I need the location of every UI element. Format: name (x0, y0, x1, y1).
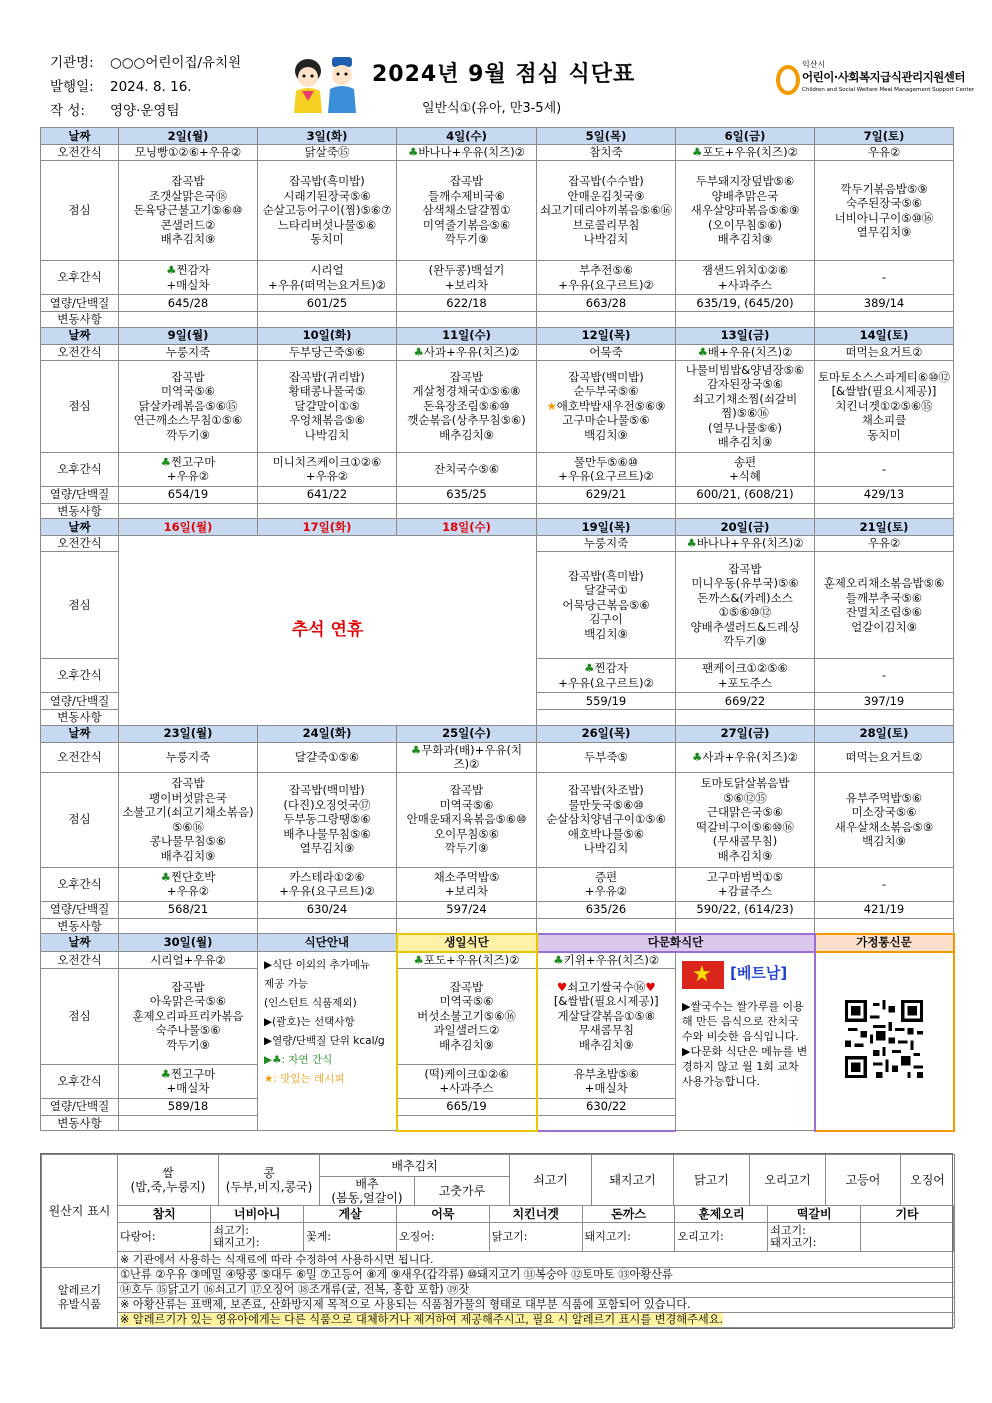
lunch-cell: 잡곡밥 게살청경채국①⑤⑥⑧ 돈육장조림⑤⑥⑩ 깻순볶음(상추무침⑤⑥) 배추김치⑨ (397, 360, 537, 452)
row-label-change: 변동사항 (41, 1115, 119, 1131)
pm-snack-cell: 미니치즈케이크①②⑥ +우유② (258, 452, 397, 486)
day-header: 12일(목) (537, 327, 676, 344)
row-label-pm: 오후간식 (41, 659, 119, 693)
am-snack-cell: 누룽지죽 (119, 344, 258, 360)
origin-head: 배추김치 (320, 1155, 510, 1177)
change-cell (815, 918, 954, 934)
multicultural-header: 다문화식단 (537, 934, 815, 952)
date-value: 2024. 8. 16. (110, 79, 192, 95)
origin-head: 고춧가루 (415, 1177, 510, 1206)
lunch-cell: 토마토소스스파게티⑥⑩⑫ [&쌀밥(필요시제공)] 치킨너겟①②⑤⑥⑮ 채소피클 동치미 (815, 360, 954, 452)
page-subtitle: 일반식①(유아, 만3-5세) (422, 101, 562, 116)
am-snack-cell: 누룽지죽 (537, 536, 676, 552)
kcal-cell: 645/28 (119, 295, 258, 312)
change-cell (119, 1115, 258, 1131)
am-snack-cell: 두부죽⑤ (537, 742, 676, 772)
origin-head: 오리고기 (750, 1155, 826, 1206)
change-cell (676, 312, 815, 328)
multicultural-pm-cell: 유부초밥⑤⑥ +매실차 (537, 1064, 676, 1098)
am-snack-cell: 우유② (815, 536, 954, 552)
pm-snack-cell: 팬케이크①②⑤⑥ +포도주스 (676, 659, 815, 693)
lunch-cell: 잡곡밥 미역국⑤⑥ 안매운돼지육볶음⑤⑥⑩ 오이무침⑤⑥ 깍두기⑨ (397, 772, 537, 867)
change-cell (119, 918, 258, 934)
row-label-am: 오전간식 (41, 145, 119, 161)
change-cell (537, 918, 676, 934)
newsletter-cell[interactable] (815, 952, 954, 1131)
author-value: 영양·운영팀 (110, 103, 180, 119)
pm-snack-cell: 잼샌드위치①②⑥ +사과주스 (676, 261, 815, 295)
origin-head: 쌀 (밥,죽,누룽지) (118, 1155, 219, 1205)
change-cell (397, 312, 537, 328)
birthday-am-cell: ♣포도+우유(치즈)② (397, 952, 537, 969)
pm-snack-cell: - (815, 867, 954, 901)
row-label-date: 날짜 (41, 725, 119, 742)
pm-snack-cell: ♣찐고구마 +매실차 (119, 1064, 258, 1098)
am-snack-cell: ♣무화과(배)+우유(치즈)② (397, 742, 537, 772)
footer-info (40, 1153, 953, 1329)
allergy-line: ※ 알레르기가 있는 영유아에게는 다른 식품으로 대체하거나 제거하여 제공해주시고, 필요 시 알레르기 표시를 변경해주세요. (118, 1313, 955, 1328)
row-label-change: 변동사항 (41, 710, 119, 726)
lunch-cell: 잡곡밥 들깨수제비국⑥ 삼색채소달걀찜① 미역줄기볶음⑤⑥ 깍두기⑨ (397, 161, 537, 261)
origin-value: 쇠고기: 돼지고기: (211, 1223, 304, 1251)
pm-snack-cell: - (815, 261, 954, 295)
row-label-am: 오전간식 (41, 536, 119, 552)
row-label-am: 오전간식 (41, 952, 119, 969)
origin-head: 오징어 (901, 1155, 955, 1206)
row-label-am: 오전간식 (41, 742, 119, 772)
day-header: 18일(수) (397, 519, 537, 536)
kcal-cell: 635/19, (645/20) (676, 295, 815, 312)
lunch-cell: 훈제오리채소볶음밥⑤⑥ 들깨부추국⑤⑥ 잔멸치조림⑤⑥ 얼갈이김치⑨ (815, 552, 954, 659)
row-label-lunch: 점심 (41, 968, 119, 1064)
row-label-kcal: 열량/단백질 (41, 901, 119, 918)
origin-head: 게살 (304, 1206, 397, 1222)
kcal-cell: 559/19 (537, 693, 676, 710)
origin-value: 닭고기: (489, 1223, 582, 1251)
origin-value: 오징어: (396, 1223, 489, 1251)
row-label-change: 변동사항 (41, 918, 119, 934)
logo-city: 익산시 (802, 60, 826, 69)
day-header: 21일(토) (815, 519, 954, 536)
pm-snack-cell: 채소주먹밥⑤ +보리차 (397, 867, 537, 901)
kcal-cell: 429/13 (815, 486, 954, 503)
am-snack-cell: ♣포도+우유(치즈)② (676, 145, 815, 161)
lunch-cell: 잡곡밥 미니우동(유부국)⑤⑥ 돈까스&(카레)소스 ①⑤⑥⑩⑫ 양배추샐러드&드레싱 깍두기⑨ (676, 552, 815, 659)
row-label-pm: 오후간식 (41, 261, 119, 295)
pm-snack-cell: ♣찐감자 +매실차 (119, 261, 258, 295)
origin-value: 오리고기: (675, 1223, 768, 1251)
kcal-cell: 601/25 (258, 295, 397, 312)
kcal-cell: 397/19 (815, 693, 954, 710)
vietnam-flag-icon: ★ (682, 961, 724, 989)
day-header: 27일(금) (676, 725, 815, 742)
row-label-pm: 오후간식 (41, 1064, 119, 1098)
page-title: 2024년 9월 점심 식단표 (372, 62, 636, 87)
pm-snack-cell: 물만두⑤⑥⑩ +우유(요구르트)② (537, 452, 676, 486)
lunch-cell: 유부주먹밥⑤⑥ 미소장국⑤⑥ 새우살채소볶음⑤⑨ 백김치⑨ (815, 772, 954, 867)
row-label-am: 오전간식 (41, 344, 119, 360)
origin-head: 돈까스 (582, 1206, 675, 1222)
change-cell (537, 1115, 676, 1131)
origin-head: 치킨너겟 (489, 1206, 582, 1222)
lunch-cell: 잡곡밥(흑미밥) 시래기된장국⑤⑥ 순살고등어구이(찜)⑤⑥⑦ 느타리버섯나물⑤⑥ 동치미 (258, 161, 397, 261)
allergy-label: 알레르기 유발식품 (42, 1268, 118, 1328)
logo-english: Children and Social Welfare Meal Management Support Center (802, 87, 975, 93)
center-logo (776, 59, 975, 103)
day-header: 16일(월) (119, 519, 258, 536)
lunch-cell: 잡곡밥(흑미밥) 달걀국① 어묵당근볶음⑤⑥ 김구이 백김치⑨ (537, 552, 676, 659)
row-label-pm: 오후간식 (41, 452, 119, 486)
am-snack-cell: 닭살죽⑮ (258, 145, 397, 161)
pm-snack-cell: 부추전⑤⑥ +우유(요구르트)② (537, 261, 676, 295)
origin-value: 돼지고기: (582, 1223, 675, 1251)
newsletter-header: 가정통신문 (815, 934, 954, 952)
kcal-cell: 590/22, (614/23) (676, 901, 815, 918)
day-header: 3일(화) (258, 128, 397, 145)
row-label-lunch: 점심 (41, 552, 119, 659)
guide-header: 식단안내 (258, 934, 397, 952)
day-header: 25일(수) (397, 725, 537, 742)
origin-head (118, 1155, 320, 1206)
change-cell (258, 312, 397, 328)
page-header (40, 45, 975, 123)
author-label: 작 성: (50, 103, 85, 119)
day-header: 23일(월) (119, 725, 258, 742)
day-header: 7일(토) (815, 128, 954, 145)
origin-value: 꽃게: (304, 1223, 397, 1251)
date-label: 발행일: (50, 79, 94, 95)
am-snack-cell: 모닝빵①②⑥+우유② (119, 145, 258, 161)
org-value: ○○○어린이집/유치원 (110, 55, 242, 71)
origin-head: 기타 (861, 1206, 954, 1222)
row-label-kcal: 열량/단백질 (41, 693, 119, 710)
change-cell (815, 312, 954, 328)
change-cell (815, 503, 954, 519)
day-header: 17일(화) (258, 519, 397, 536)
origin-table (41, 1154, 955, 1328)
day-header: 13일(금) (676, 327, 815, 344)
am-snack-cell: ♣사과+우유(치즈)② (676, 742, 815, 772)
pm-snack-cell: 시리얼 +우유(떠먹는요거트)② (258, 261, 397, 295)
logo-mark-icon (776, 65, 800, 95)
kcal-cell: 630/24 (258, 901, 397, 918)
lunch-cell: 잡곡밥 미역국⑤⑥ 닭살카레볶음⑤⑥⑮ 연근깨소스무침①⑤⑥ 깍두기⑨ (119, 360, 258, 452)
multicultural-am-cell: ♣키위+우유(치즈)② (537, 952, 676, 969)
vietnam-info (676, 952, 815, 1131)
day-header: 10일(화) (258, 327, 397, 344)
holiday-cell (119, 536, 537, 726)
row-label-kcal: 열량/단백질 (41, 486, 119, 503)
origin-value: 쇠고기: 돼지고기: (768, 1223, 861, 1251)
change-cell (537, 503, 676, 519)
change-cell (676, 710, 815, 726)
change-cell (397, 503, 537, 519)
lunch-cell: 잡곡밥(수수밥) 안매운김칫국⑨ 쇠고기데리야끼볶음⑤⑥⑯ 브로콜리무침 나박김치 (537, 161, 676, 261)
allergy-line: ⑭호두 ⑮닭고기 ⑯쇠고기 ⑰오징어 ⑱조개류(굴, 전복, 홍합 포함) ⑲잣 (118, 1283, 955, 1298)
origin-head: 닭고기 (674, 1155, 750, 1206)
day-header: 6일(금) (676, 128, 815, 145)
am-snack-cell: 참치죽 (537, 145, 676, 161)
am-snack-cell: 우유② (815, 145, 954, 161)
header-meta (50, 51, 241, 123)
origin-head: 어묵 (396, 1206, 489, 1222)
row-label-pm: 오후간식 (41, 867, 119, 901)
lunch-cell: 잡곡밥(백미밥) 순두부국⑤⑥ ★애호박밥새우전⑤⑥⑨ 고구마순나물⑤⑥ 백김치⑨ (537, 360, 676, 452)
kcal-cell: 589/18 (119, 1098, 258, 1115)
kcal-cell: 663/28 (537, 295, 676, 312)
change-cell (676, 503, 815, 519)
allergy-line: ※ 아황산류는 표백제, 보존료, 산화방지제 목적으로 사용되는 식품첨가물의 형태로 대부분 식품에 포함되어 있습니다. (118, 1298, 955, 1313)
change-cell (815, 710, 954, 726)
kcal-cell: 635/26 (537, 901, 676, 918)
pm-snack-cell: - (815, 659, 954, 693)
day-header: 5일(목) (537, 128, 676, 145)
row-label-lunch: 점심 (41, 360, 119, 452)
change-cell (119, 312, 258, 328)
lunch-cell: 잡곡밥 아욱맑은국⑤⑥ 훈제오리파프리카볶음 숙주나물⑤⑥ 깍두기⑨ (119, 968, 258, 1064)
am-snack-cell: 두부당근죽⑤⑥ (258, 344, 397, 360)
am-snack-cell: ♣바나나+우유(치즈)② (397, 145, 537, 161)
day-header: 24일(화) (258, 725, 397, 742)
origin-head: 고등어 (826, 1155, 901, 1206)
multicultural-kcal-cell: 630/22 (537, 1098, 676, 1115)
day-header: 11일(수) (397, 327, 537, 344)
kcal-cell: 568/21 (119, 901, 258, 918)
pm-snack-cell: ♣찐단호박 +우유② (119, 867, 258, 901)
lunch-cell: 토마토닭살볶음밥 ⑤⑥⑫⑮ 근대맑은국⑤⑥ 떡갈비구이⑤⑥⑩⑯ (무새콤무침) 배추김치⑨ (676, 772, 815, 867)
lunch-cell: 잡곡밥(차조밥) 물만둣국⑤⑥⑩ 순살삼치양념구이①⑤⑥ 애호박나물⑤⑥ 나박김치 (537, 772, 676, 867)
lunch-cell: 나물비빔밥&양념장⑤⑥ 감자된장국⑤⑥ 쇠고기채소찜(쇠갈비찜)⑤⑥⑯ (열무나물⑤⑥) 배추김치⑨ (676, 360, 815, 452)
logo-name: 어린이·사회복지급식관리지원센터 (802, 70, 966, 84)
row-label-date: 날짜 (41, 934, 119, 952)
birthday-pm-cell: (떡)케이크①②⑥ +사과주스 (397, 1064, 537, 1098)
pm-snack-cell: 고구마범벅①⑤ +감귤주스 (676, 867, 815, 901)
row-label-date: 날짜 (41, 327, 119, 344)
am-snack-cell: 어묵죽 (537, 344, 676, 360)
pm-snack-cell: 잔치국수⑤⑥ (397, 452, 537, 486)
lunch-cell: 잡곡밥 조갯살맑은국⑱ 돈육당근불고기⑤⑥⑩ 콘샐러드② 배추김치⑨ (119, 161, 258, 261)
day-header: 14일(토) (815, 327, 954, 344)
change-cell (537, 312, 676, 328)
kcal-cell: 635/25 (397, 486, 537, 503)
row-label-change: 변동사항 (41, 503, 119, 519)
day-header: 30일(월) (119, 934, 258, 952)
lunch-cell: 두부돼지장덮밥⑤⑥ 양배추맑은국 새우살양파볶음⑤⑥⑨ (오이무침⑤⑥) 배추김치⑨ (676, 161, 815, 261)
origin-value: 다랑어: (118, 1223, 211, 1251)
kcal-cell: 389/14 (815, 295, 954, 312)
birthday-header: 생일식단 (397, 934, 537, 952)
row-label-kcal: 열량/단백질 (41, 1098, 119, 1115)
kcal-cell: 597/24 (397, 901, 537, 918)
lunch-cell: 잡곡밥(귀리밥) 황태콩나물국⑤ 달걀말이①⑤ 우엉채볶음⑤⑥ 나박김치 (258, 360, 397, 452)
lunch-cell: 잡곡밥(백미밥) (다진)오징엇국⑰ 두부동그랑땡⑤⑥ 배추나물무침⑤⑥ 열무김치⑨ (258, 772, 397, 867)
day-header: 26일(목) (537, 725, 676, 742)
lunch-cell: 잡곡밥 팽이버섯맑은국 소불고기(쇠고기채소볶음) ⑤⑥⑯ 콩나물무침⑤⑥ 배추김치⑨ (119, 772, 258, 867)
row-label-change: 변동사항 (41, 312, 119, 328)
day-header: 28일(토) (815, 725, 954, 742)
change-cell (258, 918, 397, 934)
vietnam-text: ▶쌀국수는 쌀가루를 이용해 만든 음식으로 잔치국수와 비슷한 음식입니다. ▶다문화 식단은 메뉴를 변경하지 않고 월 1회 교차 사용가능합니다. (682, 999, 808, 1088)
pm-snack-cell: 송편 +식혜 (676, 452, 815, 486)
change-cell (397, 1115, 537, 1131)
day-header: 20일(금) (676, 519, 815, 536)
row-label-lunch: 점심 (41, 161, 119, 261)
pm-snack-cell: ♣찐감자 +우유(요구르트)② (537, 659, 676, 693)
mascot-children-icon (288, 51, 360, 115)
origin-head: 떡갈비 (768, 1206, 861, 1222)
origin-head: 참치 (118, 1206, 211, 1222)
origin-head: 콩 (두부,비지,콩국) (225, 1166, 313, 1194)
change-cell (397, 918, 537, 934)
pm-snack-cell: (완두콩)백설기 +보리차 (397, 261, 537, 295)
origin-value (861, 1223, 954, 1251)
row-label-date: 날짜 (41, 519, 119, 536)
kcal-cell: 654/19 (119, 486, 258, 503)
kcal-cell: 600/21, (608/21) (676, 486, 815, 503)
origin-head: 쇠고기 (510, 1155, 592, 1206)
day-header: 9일(월) (119, 327, 258, 344)
row-label-kcal: 열량/단백질 (41, 295, 119, 312)
am-snack-cell: ♣바나나+우유(치즈)② (676, 536, 815, 552)
pm-snack-cell: 카스테라①②⑥ +우유(요구르트)② (258, 867, 397, 901)
day-header: 4일(수) (397, 128, 537, 145)
am-snack-cell: ♣배+우유(치즈)② (676, 344, 815, 360)
origin-head: 너비아니 (211, 1206, 304, 1222)
am-snack-cell: 시리얼+우유② (119, 952, 258, 969)
allergy-line: ①난류 ②우유 ③메밀 ④땅콩 ⑤대두 ⑥밀 ⑦고등어 ⑧게 ⑨새우(갑각류) ⑩돼지고기 ⑪복숭아 ⑫토마토 ⑬아황산류 (118, 1268, 955, 1283)
change-cell (537, 710, 676, 726)
org-label: 기관명: (50, 55, 94, 71)
multicultural-lunch-cell: ♥쇠고기쌀국수⑯♥ [&쌀밥(필요시제공)] 게살달걀볶음①⑤⑧ 무새콤무침 배추김치⑨ (537, 968, 676, 1064)
menu-table (40, 127, 955, 1132)
change-cell (676, 918, 815, 934)
day-header: 19일(목) (537, 519, 676, 536)
menu-guide: ▶식단 이외의 추가메뉴 제공 가능 (인스턴트 식품제외) ▶(괄호)는 선택사항 ▶열량/단백질 단위 kcal/g ▶♣: 자연 간식 ★: 맛있는 레시피 (258, 952, 397, 1131)
origin-head: 배추 (봄동,얼갈이) (320, 1177, 415, 1206)
am-snack-cell: 떠먹는요거트② (815, 344, 954, 360)
pm-snack-cell: 증편 +우유② (537, 867, 676, 901)
birthday-lunch-cell: 잡곡밥 미역국⑤⑥ 버섯소불고기⑤⑥⑯ 과일샐러드② 배추김치⑨ (397, 968, 537, 1064)
am-snack-cell: 떠먹는요거트② (815, 742, 954, 772)
origin-head: 돼지고기 (592, 1155, 674, 1206)
lunch-cell: 깍두기볶음밥⑤⑨ 숙주된장국⑤⑥ 너비아니구이⑤⑩⑯ 열무김치⑨ (815, 161, 954, 261)
pm-snack-cell: ♣찐고구마 +우유② (119, 452, 258, 486)
qr-code-icon[interactable] (845, 1000, 923, 1078)
origin-note: ※ 기관에서 사용하는 식재료에 따라 수정하여 사용하시면 됩니다. (118, 1252, 955, 1268)
birthday-kcal-cell: 665/19 (397, 1098, 537, 1115)
origin-head: 훈제오리 (675, 1206, 768, 1222)
pm-snack-cell: - (815, 452, 954, 486)
am-snack-cell: ♣사과+우유(치즈)② (397, 344, 537, 360)
row-label-date: 날짜 (41, 128, 119, 145)
am-snack-cell: 누룽지죽 (119, 742, 258, 772)
change-cell (258, 503, 397, 519)
am-snack-cell: 달걀죽①⑤⑥ (258, 742, 397, 772)
kcal-cell: 669/22 (676, 693, 815, 710)
holiday-label: 추석 연휴 (291, 619, 364, 640)
kcal-cell: 421/19 (815, 901, 954, 918)
vietnam-title: [베트남] (730, 963, 788, 982)
change-cell (119, 503, 258, 519)
row-label-lunch: 점심 (41, 772, 119, 867)
kcal-cell: 641/22 (258, 486, 397, 503)
kcal-cell: 629/21 (537, 486, 676, 503)
kcal-cell: 622/18 (397, 295, 537, 312)
origin-label: 원산지 표시 (42, 1155, 118, 1268)
day-header: 2일(월) (119, 128, 258, 145)
